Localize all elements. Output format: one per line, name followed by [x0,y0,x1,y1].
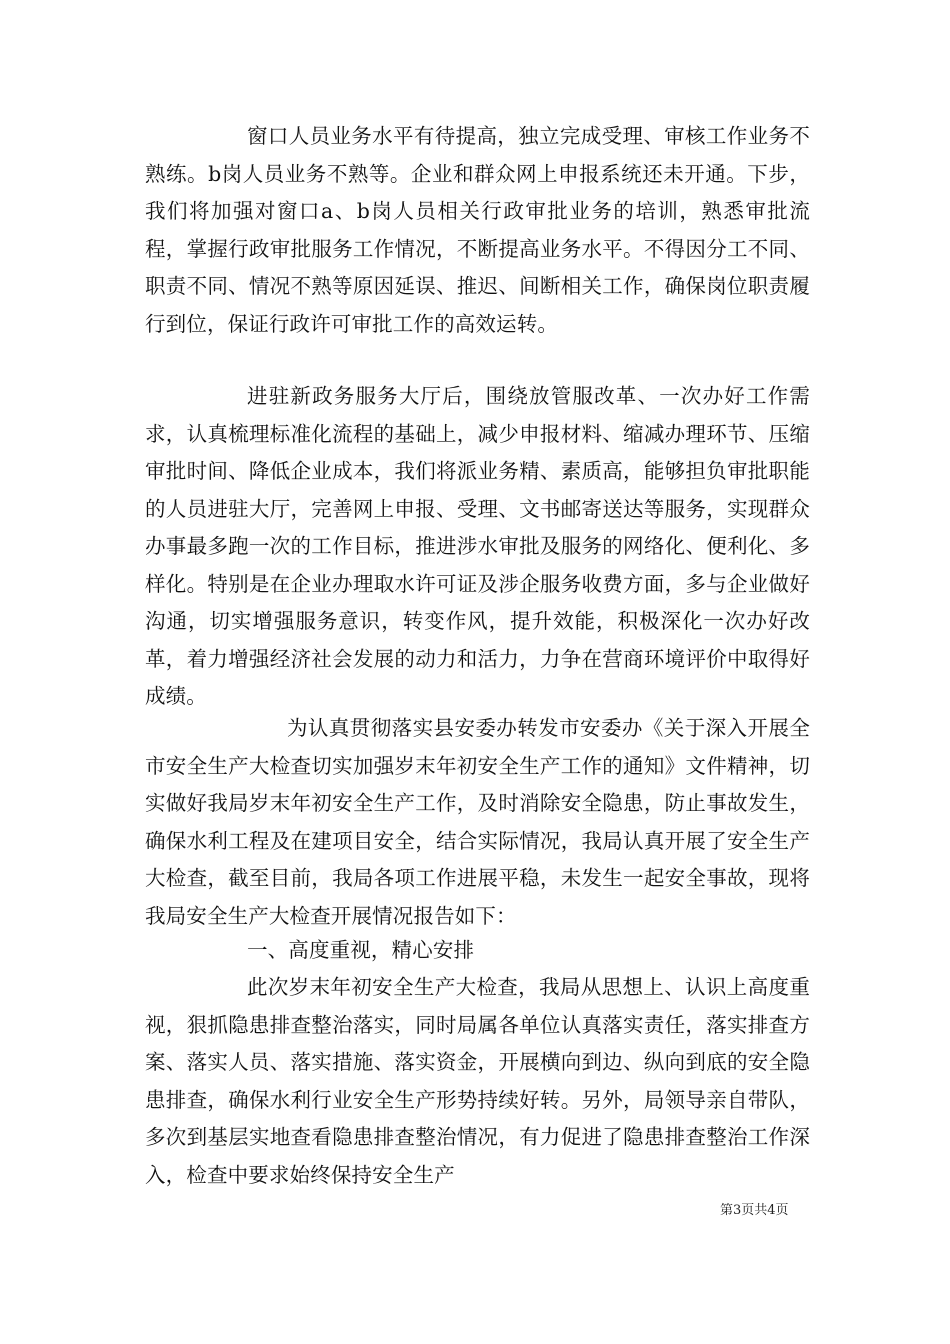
paragraph-safety-inspection-intro: 为认真贯彻落实县安委办转发市安委办《关于深入开展全市安全生产大检查切实加强岁末年初安全生产工作的通知》文件精神，切实做好我局岁末年初安全生产工作，及时消除安全隐患，防止事故发生，确保水利工程及在建项目安全，结合实际情况，我局认真开展了安全生产大检查，截至目前，我局各项工作进展平稳，未发生一起安全事故，现将我局安全生产大检查开展情况报告如下： [145,716,810,928]
section-heading-1: 一、高度重视，精心安排 [247,938,475,962]
paragraph-service-hall: 进驻新政务服务大厅后，围绕放管服改革、一次办好工作需求，认真梳理标准化流程的基础上，减少申报材料、缩减办理环节、压缩审批时间、降低企业成本，我们将派业务精、素质高，能够担负审批职能的人员进驻大厅，完善网上申报、受理、文书邮寄送达等服务，实现群众办事最多跑一次的工作目标，推进涉水审批及服务的网络化、便利化、多样化。特别是在企业办理取水许可证及涉企服务收费方面，多与企业做好沟通，切实增强服务意识，转变作风，提升效能，积极深化一次办好改革，着力增强经济社会发展的动力和活力，力争在营商环境评价中取得好成绩。 [145,384,810,708]
paragraph-inspection-details: 此次岁末年初安全生产大检查，我局从思想上、认识上高度重视，狠抓隐患排查整治落实，同时局属各单位认真落实责任，落实排查方案、落实人员、落实措施、落实资金，开展横向到边、纵向到底的安全隐患排查，确保水利行业安全生产形势持续好转。另外，局领导亲自带队，多次到基层实地查看隐患排查整治情况，有力促进了隐患排查整治工作深入，检查中要求始终保持安全生产 [145,975,810,1187]
page-number: 第3页共4页 [720,1203,789,1218]
paragraph-window-staff: 窗口人员业务水平有待提高，独立完成受理、审核工作业务不熟练。b岗人员业务不熟等。企业和群众网上申报系统还未开通。下步，我们将加强对窗口a、b岗人员相关行政审批业务的培训，熟悉审批流程，掌握行政审批服务工作情况，不断提高业务水平。不得因分工不同、职责不同、情况不熟等原因延误、推迟、间断相关工作，确保岗位职责履行到位，保证行政许可审批工作的高效运转。 [145,124,810,336]
